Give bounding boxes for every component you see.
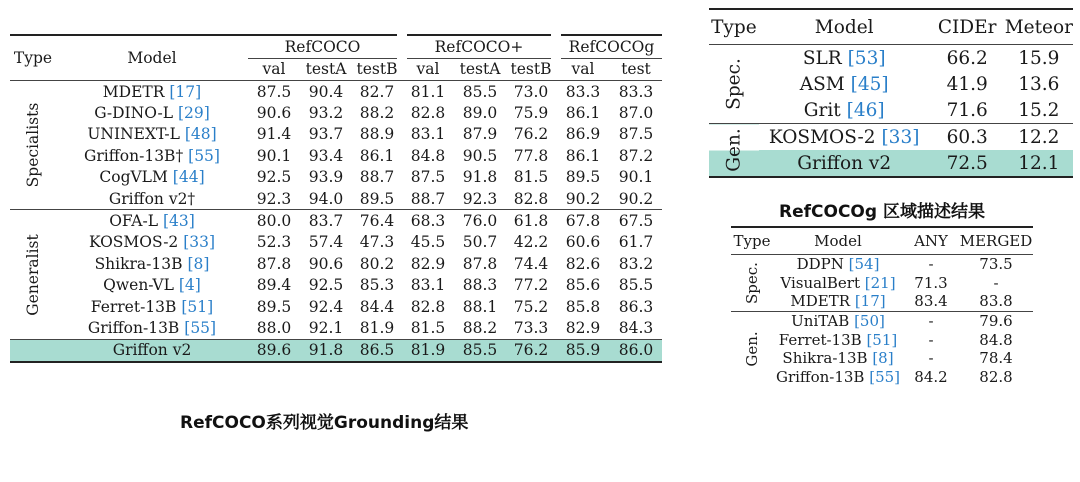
model-cell	[773, 311, 903, 330]
header-any: ANY	[914, 232, 948, 250]
citation-link[interactable]: [17]	[169, 82, 202, 101]
score-cell: 68.3	[410, 212, 446, 231]
citation-link[interactable]: [51]	[866, 330, 898, 349]
score-cell: 87.0	[618, 104, 654, 123]
table-row	[731, 349, 1033, 368]
table-row-highlight	[709, 150, 1073, 177]
table-row	[731, 330, 1033, 349]
score-cell: 67.8	[565, 212, 601, 231]
score-cell: 75.2	[513, 297, 549, 316]
model-cell	[56, 253, 248, 274]
score-cell: 87.8	[256, 254, 292, 273]
model-name: Griffon v2	[56, 339, 248, 362]
score-cell: 89.4	[256, 276, 292, 295]
table-row	[731, 311, 1033, 330]
header-model: Model	[814, 232, 862, 250]
score-cell: 76.2	[506, 339, 556, 362]
score-cell: 93.4	[308, 146, 344, 165]
score-cell: 83.7	[308, 212, 344, 231]
score-cell: 94.0	[308, 189, 344, 208]
generalist-label-text: Generalist	[24, 233, 42, 316]
score-cell: 88.2	[462, 318, 498, 337]
specialists-group	[10, 81, 662, 210]
score-cell: 82.9	[565, 318, 601, 337]
table-row-highlight	[10, 339, 662, 362]
score-cell: 73.3	[513, 318, 549, 337]
table-row	[10, 81, 662, 103]
table-row	[10, 102, 662, 123]
model-cell	[56, 232, 248, 253]
score-cell: 60.6	[565, 233, 601, 252]
table-row	[731, 292, 1033, 311]
score-cell: 86.5	[352, 339, 402, 362]
model-name: Grit	[803, 99, 841, 121]
citation-link[interactable]: [43]	[162, 212, 195, 231]
model-cell	[773, 330, 903, 349]
score-cell: 85.8	[565, 297, 601, 316]
region-caption: RefCOCOg 区域描述结果	[779, 202, 985, 222]
citation-link[interactable]: [48]	[184, 125, 217, 144]
score-cell: 93.7	[308, 125, 344, 144]
model-cell	[759, 45, 930, 72]
score-cell: 85.3	[359, 276, 395, 295]
score-cell: 61.7	[618, 233, 654, 252]
score-cell: 87.5	[618, 125, 654, 144]
header-meteor: Meteor	[1004, 16, 1073, 38]
score-cell: 88.0	[256, 318, 292, 337]
score-cell: 74.4	[513, 254, 549, 273]
header-row	[731, 227, 1033, 255]
score-cell: 82.8	[410, 297, 446, 316]
score-cell: 67.5	[618, 212, 654, 231]
specialists-label-text: Specialists	[24, 102, 42, 188]
model-cell	[56, 275, 248, 296]
score-cell: 91.8	[462, 168, 498, 187]
score-cell: 86.1	[359, 146, 395, 165]
split-header: testB	[510, 60, 552, 79]
table-row	[10, 124, 662, 145]
score-cell: 92.5	[308, 276, 344, 295]
score-cell: 92.5	[256, 168, 292, 187]
header-model: Model	[127, 49, 177, 67]
score-cell: 87.5	[410, 168, 446, 187]
score-cell: 88.1	[462, 297, 498, 316]
model-name: ASM	[799, 73, 845, 95]
header-model: Model	[814, 16, 874, 38]
citation-link[interactable]: [55]	[188, 146, 220, 165]
model-name: DDPN	[796, 255, 844, 274]
cider-cell: 60.3	[946, 126, 988, 148]
score-cell: 84.3	[618, 318, 654, 337]
header-type: Type	[711, 16, 757, 38]
citation-link[interactable]: [33]	[183, 233, 216, 252]
model-name: UNINEXT-L	[87, 125, 180, 144]
model-cell	[773, 255, 903, 274]
score-cell: 88.2	[359, 104, 395, 123]
split-header: val	[262, 60, 286, 79]
score-cell: 50.7	[462, 233, 498, 252]
score-cell: 85.5	[454, 339, 506, 362]
generalist-label	[10, 210, 56, 339]
citation-link[interactable]: [4]	[178, 276, 201, 295]
score-cell: 83.3	[618, 82, 654, 101]
score-cell: 86.9	[565, 125, 601, 144]
score-cell: 73.0	[513, 82, 549, 101]
gen-label-text: Gen.	[743, 331, 761, 367]
model-name: Griffon v2	[759, 150, 930, 177]
header-refcoco: RefCOCO	[248, 35, 402, 58]
model-name: MDETR	[790, 292, 851, 311]
score-cell: 85.5	[618, 276, 654, 295]
any-cell: -	[928, 349, 934, 368]
table-row	[10, 232, 662, 253]
any-cell: 83.4	[914, 292, 948, 311]
table-row	[10, 167, 662, 188]
score-cell: 82.9	[410, 254, 446, 273]
citation-link[interactable]: [21]	[864, 273, 896, 292]
score-cell: 88.7	[410, 189, 446, 208]
model-cell	[56, 81, 248, 103]
score-cell: 77.2	[513, 276, 549, 295]
score-cell: 85.5	[462, 82, 498, 101]
model-cell	[773, 349, 903, 368]
model-name: Qwen-VL	[103, 276, 174, 295]
score-cell: 85.9	[556, 339, 610, 362]
score-cell: 57.4	[308, 233, 344, 252]
score-cell: 86.1	[565, 146, 601, 165]
citation-link[interactable]: [8]	[872, 349, 894, 368]
score-cell: 83.3	[565, 82, 601, 101]
model-cell	[773, 368, 903, 387]
citation-link[interactable]: [51]	[181, 297, 214, 316]
table-row	[731, 255, 1033, 274]
header-type: Type	[733, 232, 771, 250]
cider-cell: 66.2	[946, 47, 988, 69]
score-cell: 88.7	[359, 168, 395, 187]
score-cell: 82.6	[565, 254, 601, 273]
split-header: val	[571, 60, 595, 79]
split-header: val	[416, 60, 440, 79]
score-cell: 76.4	[359, 212, 395, 231]
score-cell: 90.6	[256, 104, 292, 123]
score-cell: 82.8	[410, 104, 446, 123]
spec-label	[709, 45, 759, 124]
score-cell: 86.3	[618, 297, 654, 316]
score-cell: 91.4	[256, 125, 292, 144]
citation-link[interactable]: [17]	[854, 292, 886, 311]
model-cell	[56, 145, 248, 166]
spec-label-text: Spec.	[743, 261, 761, 304]
region-description-table	[731, 226, 1033, 386]
model-cell	[56, 210, 248, 232]
model-cell	[759, 124, 930, 151]
merged-cell: -	[993, 273, 999, 292]
score-cell: 83.1	[410, 125, 446, 144]
score-cell: 87.8	[462, 254, 498, 273]
table-row	[731, 368, 1033, 387]
model-name: MDETR	[102, 82, 165, 101]
score-cell: 90.2	[565, 189, 601, 208]
model-name: Ferret-13B	[778, 330, 862, 349]
score-cell: 81.9	[402, 339, 454, 362]
model-name: KOSMOS-2	[768, 126, 876, 148]
score-cell: 91.8	[300, 339, 352, 362]
split-header: test	[621, 60, 651, 79]
model-name: UniTAB	[791, 312, 850, 331]
bottom-fade-overlay	[640, 405, 1080, 482]
citation-link[interactable]: [44]	[172, 168, 205, 187]
model-cell	[56, 102, 248, 123]
score-cell: 52.3	[256, 233, 292, 252]
score-cell: 90.4	[308, 82, 344, 101]
score-cell: 42.2	[513, 233, 549, 252]
spec-group	[709, 45, 1073, 124]
score-cell: 87.2	[618, 146, 654, 165]
model-cell	[759, 71, 930, 97]
score-cell: 84.4	[359, 297, 395, 316]
spec-label	[731, 255, 773, 312]
citation-link[interactable]: [8]	[187, 254, 210, 273]
model-name: SLR	[802, 47, 842, 69]
model-name: OFA-L	[109, 212, 159, 231]
score-cell: 47.3	[359, 233, 395, 252]
refcoco-caption: RefCOCO系列视觉Grounding结果	[180, 413, 469, 433]
score-cell: 76.2	[513, 125, 549, 144]
model-name: Shikra-13B	[94, 254, 183, 273]
model-name: Griffon-13B	[87, 318, 180, 337]
score-cell: 89.0	[462, 104, 498, 123]
split-header: testA	[459, 60, 501, 79]
score-cell: 45.5	[410, 233, 446, 252]
model-cell	[56, 188, 248, 210]
model-name: Griffon-13B	[775, 367, 865, 386]
citation-link[interactable]: [55]	[184, 318, 217, 337]
score-cell: 87.5	[256, 82, 292, 101]
model-cell	[773, 292, 903, 311]
score-cell: 84.8	[410, 146, 446, 165]
citation-link[interactable]: [55]	[869, 367, 901, 386]
score-cell: 90.1	[618, 168, 654, 187]
table-row	[709, 71, 1073, 97]
model-name: VisualBert	[780, 273, 860, 292]
score-cell: 90.1	[256, 146, 292, 165]
model-name: Shikra-13B	[782, 349, 868, 368]
specialists-label	[10, 81, 56, 210]
header-merged: MERGED	[959, 232, 1033, 250]
score-cell: 76.0	[462, 212, 498, 231]
citation-link[interactable]: [54]	[848, 255, 880, 274]
header-refcoco-plus: RefCOCO+	[402, 35, 556, 58]
gen-label	[731, 311, 773, 386]
model-cell	[56, 167, 248, 188]
merged-cell: 73.5	[979, 255, 1013, 274]
score-cell: 89.6	[248, 339, 300, 362]
gen-group	[709, 124, 1073, 178]
header-cider: CIDEr	[937, 16, 997, 38]
cider-cell: 71.6	[946, 99, 988, 121]
table-row	[709, 45, 1073, 72]
header-refcocog: RefCOCOg	[556, 35, 662, 58]
any-cell: 84.2	[914, 367, 948, 386]
cider-cell: 72.5	[930, 150, 1005, 177]
merged-cell: 82.8	[979, 367, 1013, 386]
score-cell: 82.7	[359, 82, 395, 101]
gen-label	[709, 124, 759, 178]
gen-group	[731, 311, 1033, 386]
score-cell: 89.5	[565, 168, 601, 187]
score-cell: 77.8	[513, 146, 549, 165]
split-header: testB	[356, 60, 398, 79]
table-row	[10, 296, 662, 317]
merged-cell: 79.6	[979, 312, 1013, 331]
table-row	[731, 274, 1033, 293]
score-cell: 80.0	[256, 212, 292, 231]
model-name: Ferret-13B	[90, 297, 177, 316]
meteor-cell: 12.1	[1005, 150, 1073, 177]
highlight-group	[10, 339, 662, 362]
score-cell: 61.8	[513, 212, 549, 231]
score-cell: 89.5	[256, 297, 292, 316]
score-cell: 80.2	[359, 254, 395, 273]
score-cell: 90.2	[618, 189, 654, 208]
score-cell: 92.4	[308, 297, 344, 316]
merged-cell: 78.4	[979, 349, 1013, 368]
model-name: G-DINO-L	[94, 104, 174, 123]
score-cell: 82.8	[513, 189, 549, 208]
score-cell: 86.0	[610, 339, 662, 362]
score-cell: 90.5	[462, 146, 498, 165]
score-cell: 89.5	[359, 189, 395, 208]
score-cell: 90.6	[308, 254, 344, 273]
citation-link[interactable]: [33]	[881, 126, 920, 148]
score-cell: 93.2	[308, 104, 344, 123]
model-cell	[56, 317, 248, 339]
any-cell: -	[928, 255, 934, 274]
score-cell: 86.1	[565, 104, 601, 123]
score-cell: 92.3	[256, 189, 292, 208]
score-cell: 92.3	[462, 189, 498, 208]
score-cell: 92.1	[308, 318, 344, 337]
score-cell: 83.1	[410, 276, 446, 295]
model-name: KOSMOS-2	[88, 233, 179, 252]
meteor-cell: 15.9	[1018, 47, 1060, 69]
score-cell: 81.1	[410, 82, 446, 101]
score-cell: 87.9	[462, 125, 498, 144]
any-cell: -	[928, 330, 934, 349]
meteor-cell: 12.2	[1018, 126, 1060, 148]
model-cell	[56, 124, 248, 145]
split-header: testA	[305, 60, 347, 79]
citation-link[interactable]: [45]	[850, 73, 889, 95]
model-name: CogVLM	[99, 168, 168, 187]
table-row	[709, 97, 1073, 124]
cider-cell: 41.9	[946, 73, 988, 95]
merged-cell: 83.8	[979, 292, 1013, 311]
score-cell: 88.9	[359, 125, 395, 144]
table-row	[709, 124, 1073, 151]
merged-cell: 84.8	[979, 330, 1013, 349]
model-cell	[56, 296, 248, 317]
citation-link[interactable]: [46]	[846, 99, 885, 121]
score-cell: 88.3	[462, 276, 498, 295]
header-type: Type	[13, 49, 53, 67]
citation-link[interactable]: [29]	[177, 104, 210, 123]
header-row-1	[10, 35, 662, 58]
spec-group	[731, 255, 1033, 312]
spec-label-text: Spec.	[723, 58, 745, 110]
table-row	[10, 275, 662, 296]
generalist-group	[10, 210, 662, 339]
score-cell: 81.5	[410, 318, 446, 337]
score-cell: 81.9	[359, 318, 395, 337]
citation-link[interactable]: [50]	[854, 312, 885, 331]
refcoco-table	[10, 34, 662, 363]
model-name: Griffon-13B†	[84, 146, 184, 165]
caption-metrics-table	[709, 8, 1073, 178]
meteor-cell: 15.2	[1018, 99, 1060, 121]
any-cell: -	[928, 312, 934, 331]
score-cell: 93.9	[308, 168, 344, 187]
table-row	[10, 317, 662, 339]
table-row	[10, 253, 662, 274]
model-cell	[759, 97, 930, 124]
score-cell: 83.2	[618, 254, 654, 273]
citation-link[interactable]: [53]	[847, 47, 886, 69]
score-cell: 81.5	[513, 168, 549, 187]
table-row	[10, 145, 662, 166]
gen-label-text: Gen.	[723, 128, 745, 172]
meteor-cell: 13.6	[1018, 73, 1060, 95]
model-name: Griffon v2†	[108, 189, 196, 208]
score-cell: 75.9	[513, 104, 549, 123]
model-cell	[773, 274, 903, 293]
header-row	[709, 9, 1073, 45]
score-cell: 85.6	[565, 276, 601, 295]
table-row	[10, 188, 662, 210]
table-row	[10, 210, 662, 232]
any-cell: 71.3	[914, 273, 948, 292]
